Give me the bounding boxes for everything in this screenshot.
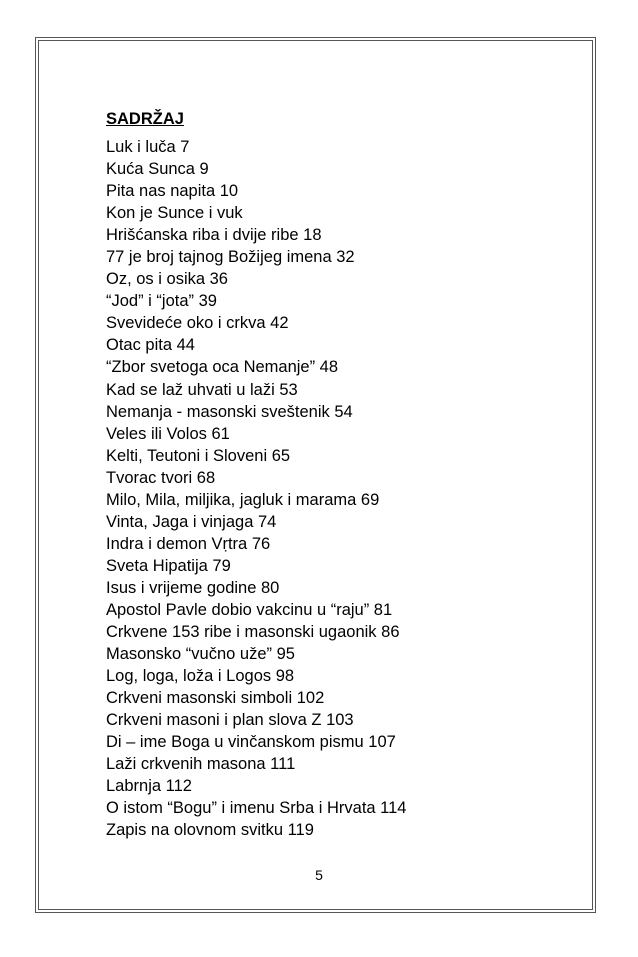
toc-entry: Apostol Pavle dobio vakcinu u “raju” 81 (106, 600, 393, 619)
toc-list (106, 136, 586, 842)
toc-entry: Oz, os i osika 36 (106, 270, 228, 289)
toc-entry: Otac pita 44 (106, 336, 195, 355)
toc-entry: Kon je Sunce i vuk (106, 204, 243, 223)
toc-entry: Crkveni masoni i plan slova Z 103 (106, 711, 354, 730)
toc-entry: “Zbor svetoga oca Nemanje” 48 (106, 358, 339, 377)
toc-heading: SADRŽAJ (106, 110, 184, 128)
toc-entry: Nemanja - masonski sveštenik 54 (106, 402, 353, 421)
toc-entry: Kuća Sunca 9 (106, 160, 209, 179)
toc-entry: Kad se laž uhvati u laži 53 (106, 380, 298, 399)
toc-entry: Hrišćanska riba i dvije ribe 18 (106, 226, 322, 245)
toc-entry: Sveta Hipatija 79 (106, 556, 231, 575)
toc-entry: Laži crkvenih masona 111 (106, 755, 296, 774)
toc-entry: Indra i demon Vṛtra 76 (106, 534, 271, 553)
toc-entry: Veles ili Volos 61 (106, 424, 230, 443)
toc-entry: “Jod” i “jota” 39 (106, 292, 217, 311)
toc-entry: Milo, Mila, miljika, jagluk i marama 69 (106, 490, 380, 509)
toc-entry: Di – ime Boga u vinčanskom pismu 107 (106, 733, 396, 752)
toc-entry: Log, loga, loža i Logos 98 (106, 667, 295, 686)
toc-entry: Tvorac tvori 68 (106, 468, 216, 487)
toc-entry: Isus i vrijeme godine 80 (106, 578, 280, 597)
toc-entry: Vinta, Jaga i vinjaga 74 (106, 512, 277, 531)
toc-entry: Labrnja 112 (106, 777, 192, 796)
page-number: 5 (315, 867, 323, 883)
toc-entry: Luk i luča 7 (106, 138, 190, 156)
toc-entry: Masonsko “vučno uže” 95 (106, 645, 295, 664)
toc-entry: Zapis na olovnom svitku 119 (106, 821, 314, 840)
toc-entry: Crkveni masonski simboli 102 (106, 689, 325, 708)
toc-entry: Svevideće oko i crkva 42 (106, 314, 289, 333)
toc-entry: Kelti, Teutoni i Sloveni 65 (106, 446, 291, 465)
toc-entry: Pita nas napita 10 (106, 182, 239, 201)
table-of-contents (106, 108, 586, 842)
toc-entry: O istom “Bogu” i imenu Srba i Hrvata 114 (106, 799, 407, 818)
toc-entry: 77 je broj tajnog Božijeg imena 32 (106, 248, 355, 267)
toc-entry: Crkvene 153 ribe i masonski ugaonik 86 (106, 623, 400, 642)
